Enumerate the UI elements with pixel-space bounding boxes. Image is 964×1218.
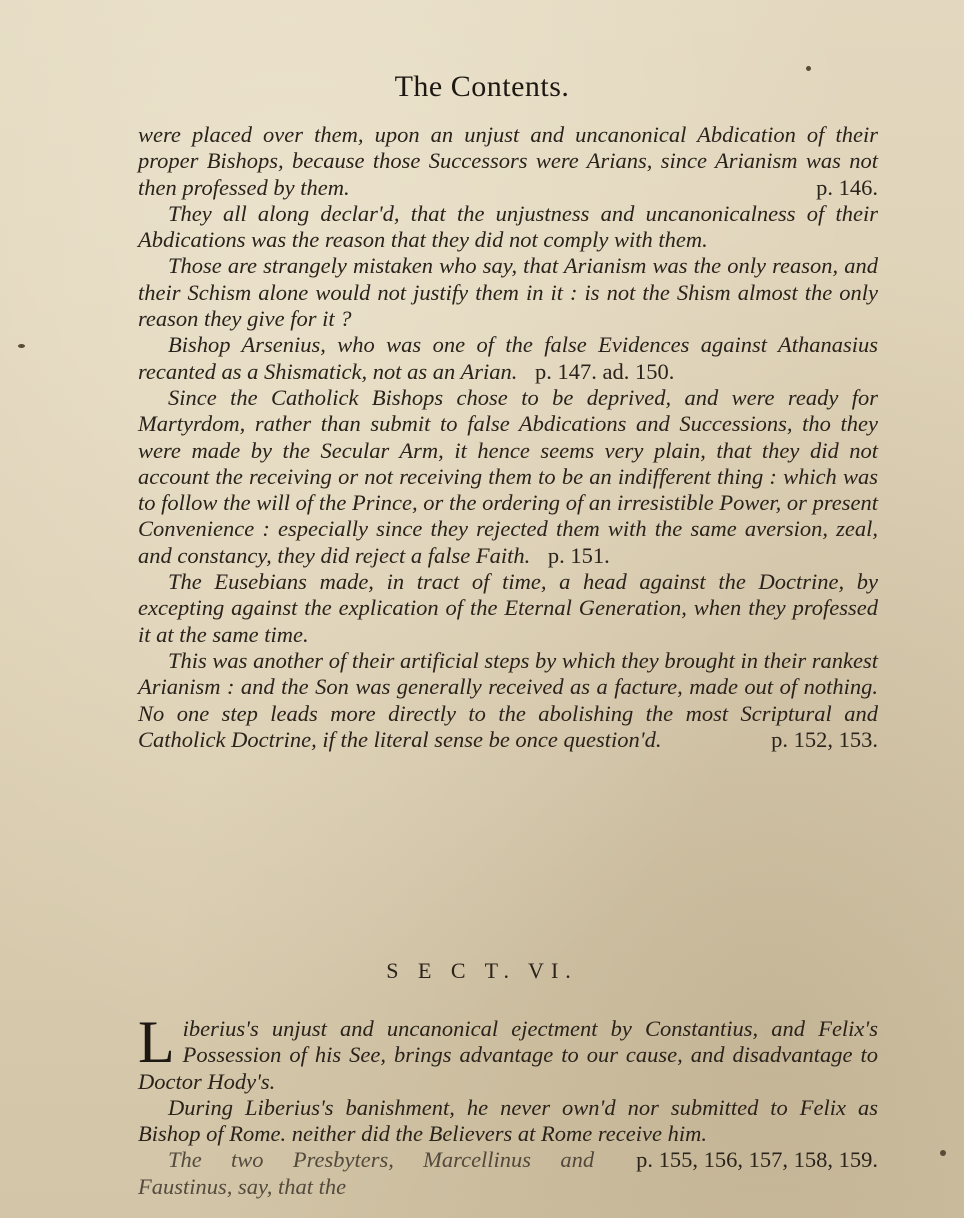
section-entries [138,1009,878,1200]
entry-text: Since the Catholick Bishops chose to be deprived, and were ready for Martyrdom, rather than submit to false Abdications and Successions, tho they were made by the Secular Arm, it hence seems very plain, that they did not account the receiving or not receiving them to be an indifferent thing : which was to follow the will of the Prince, or the ordering of an irresistible Power, or present Convenience : especially since they rejected them with the same aversion, zeal, and constancy, they did reject a false Faith. [138,384,878,568]
entry-text: were placed over them, upon an unjust and uncanonical Abdication of their proper Bishops, because those Successors were Arians, since Arianism was not then professed by them. [138,122,878,200]
entry-text: They all along declar'd, that the unjustness and uncanonicalness of their Abdications was the reason that they did not comply with them. [138,200,878,253]
contents-entry [138,385,878,569]
page-reference: p. 147. ad. 150. [534,358,675,384]
contents-entry [138,1009,878,1095]
entry-text: Bishop Arsenius, who was one of the false Evidences against Athanasius recanted as a Shismatick, not as an Arian. [138,332,878,384]
contents-entry [138,1147,878,1200]
entry-text: iberius's unjust and uncanonical ejectment by Constantius, and Felix's Possession of his See, brings advantage to our cause, and disadvantage to Doctor Hody's. [138,1016,878,1094]
page-reference: p. 152, 153. [771,726,878,752]
page-reference: p. 155, 156, 157, 158, 159. [636,1147,878,1173]
contents-entry [138,332,878,385]
drop-cap: L [138,1009,175,1075]
contents-entry [138,201,878,254]
contents-entry [138,253,878,332]
contents-entries [138,122,878,753]
page-heading: The Contents. [394,70,570,103]
entry-text: Those are strangely mistaken who say, that Arianism was the only reason, and their Schism alone would not justify them in it : is not the Shism almost the only reason they give for it ? [138,253,878,332]
entry-text: This was another of their artificial steps by which they brought in their rankest Arianism : and the Son was generally received as a facture, made out of nothing. No one step leads more directly to the abolishing the most Scriptural and Catholick Doctrine, if the literal sense be once question'd. [138,647,878,752]
entry-text: The two Presbyters, Marcellinus and Faustinus, say, that the [138,1147,595,1199]
ink-speck [806,66,811,71]
entry-text: During Liberius's banishment, he never own'd nor submitted to Felix as Bishop of Rome. neither did the Believers at Rome receive him. [138,1094,878,1147]
entry-text: The Eusebians made, in tract of time, a head against the Doctrine, by excepting against the explication of the Eternal Generation, when they professed it at the same time. [138,569,878,647]
contents-entry [138,569,878,648]
page-reference: p. 146. [816,174,878,200]
section-title: S E C T. VI. [386,958,578,983]
page-reference: p. 151. [547,542,610,568]
contents-entry [138,648,878,753]
contents-entry [138,122,878,201]
ink-speck [18,344,25,348]
ink-speck [940,1150,946,1156]
